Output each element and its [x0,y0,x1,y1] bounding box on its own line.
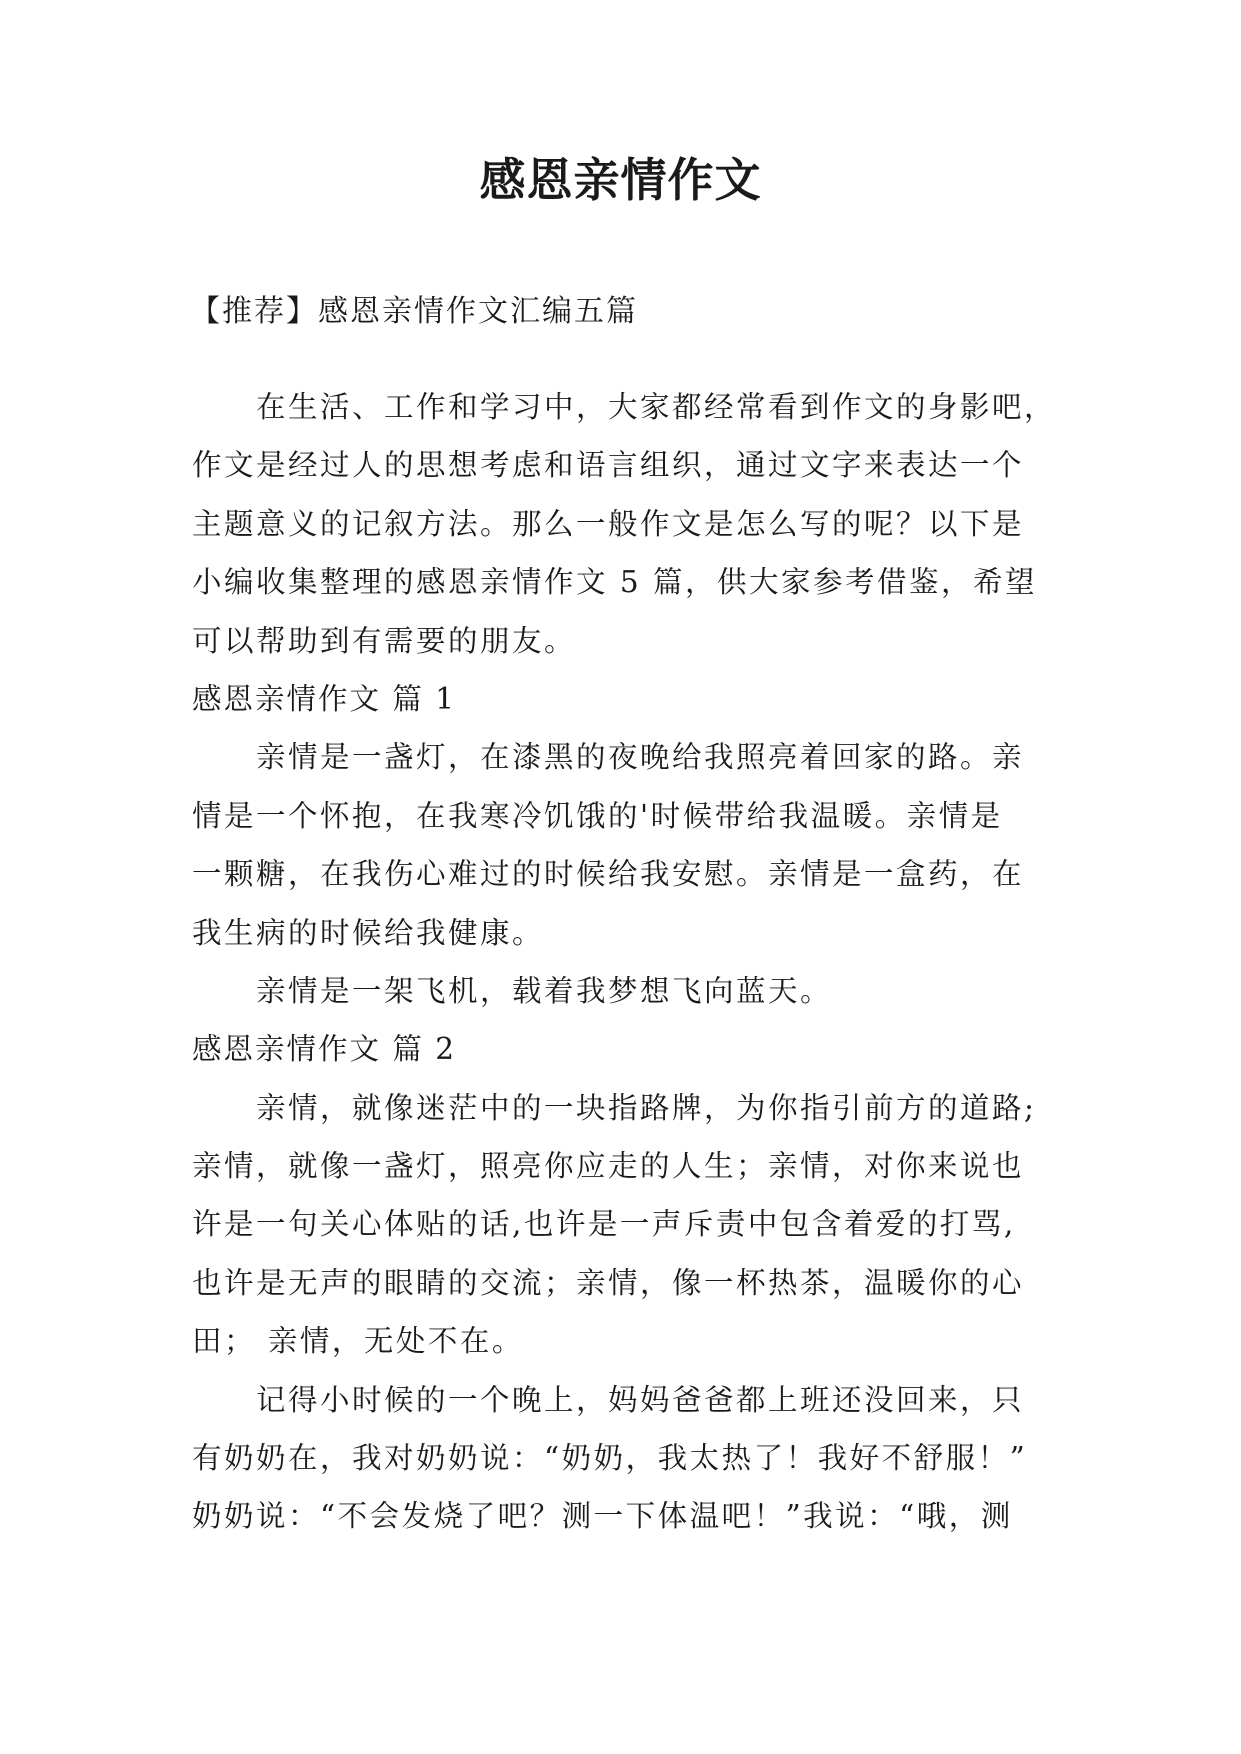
paragraph-line: 亲情，就像一盏灯，照亮你应走的人生；亲情，对你来说也 [192,1149,1025,1184]
paragraph-line: 小编收集整理的感恩亲情作文 5 篇，供大家参考借鉴，希望 [192,565,1038,600]
document-title: 感恩亲情作文 [479,153,762,207]
paragraph-line: 一颗糖，在我伤心难过的时候给我安慰。亲情是一盒药，在 [192,857,1025,892]
paragraph-line: 我生病的时候给我健康。 [192,915,545,950]
paragraph-line: 亲情是一架飞机，载着我梦想飞向蓝天。 [256,973,833,1008]
document-subtitle: 【推荐】感恩亲情作文汇编五篇 [190,294,638,329]
paragraph-line: 主题意义的记叙方法。那么一般作文是怎么写的呢？以下是 [192,506,1025,541]
paragraph-line: 亲情，就像迷茫中的一块指路牌，为你指引前方的道路; [256,1090,1037,1125]
paragraph-line: 可以帮助到有需要的朋友。 [192,623,577,658]
paragraph-line: 情是一个怀抱，在我寒冷饥饿的'时候带给我温暖。亲情是 [192,798,1003,833]
paragraph-line: 也许是无声的眼睛的交流；亲情，像一杯热茶，温暖你的心 [192,1265,1025,1300]
section-heading-1: 感恩亲情作文 篇 1 [192,681,457,716]
document-body [192,378,1057,1546]
paragraph-line: 奶奶说：“不会发烧了吧？测一下体温吧！”我说：“哦，测 [192,1499,1013,1534]
paragraph-line: 在生活、工作和学习中，大家都经常看到作文的身影吧， [256,390,1057,424]
paragraph-line: 亲情是一盏灯，在漆黑的夜晚给我照亮着回家的路。亲 [256,740,1025,775]
paragraph-line: 作文是经过人的思想考虑和语言组织，通过文字来表达一个 [192,448,1025,483]
paragraph-line: 田； 亲情，无处不在。 [192,1324,524,1359]
paragraph-line: 有奶奶在，我对奶奶说：“奶奶，我太热了！我好不舒服！” [192,1441,1028,1476]
section-heading-2: 感恩亲情作文 篇 2 [192,1032,457,1067]
paragraph-line: 记得小时候的一个晚上，妈妈爸爸都上班还没回来，只 [256,1382,1025,1417]
paragraph-line: 许是一句关心体贴的话,也许是一声斥责中包含着爱的打骂, [192,1207,1016,1242]
